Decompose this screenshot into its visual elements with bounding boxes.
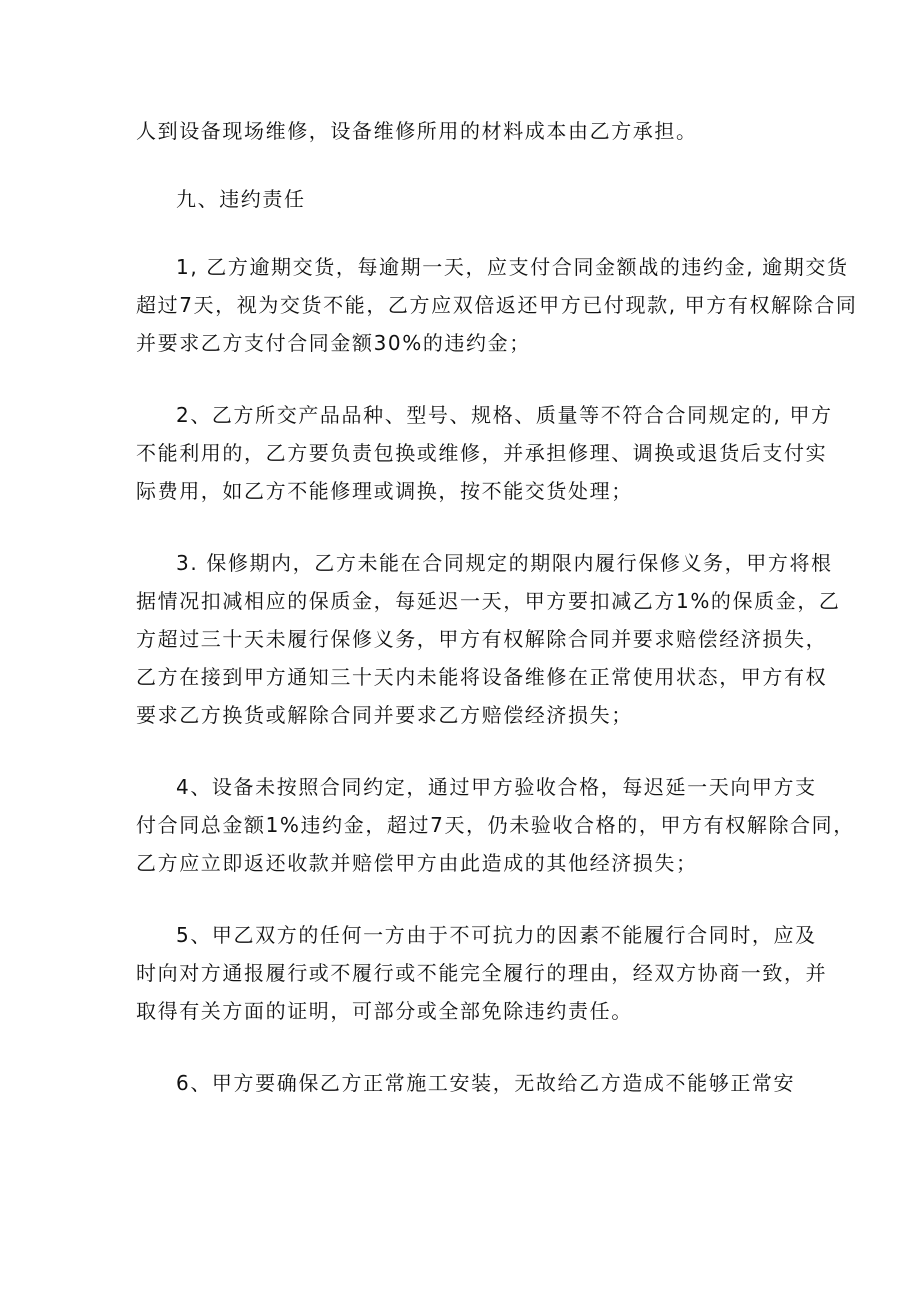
text-line: 2、乙方所交产品品种、型号、规格、质量等不符合合同规定的, 甲方	[176, 403, 833, 427]
text-line: 人到设备现场维修，设备维修所用的材料成本由乙方承担。	[136, 119, 698, 143]
section-heading: 九、违约责任	[176, 187, 306, 211]
text-line: 方超过三十天未履行保修义务，甲方有权解除合同并要求赔偿经济损失，	[136, 627, 828, 651]
text-line: 超过7天，视为交货不能，乙方应双倍返还甲方已付现款, 甲方有权解除合同	[136, 293, 858, 317]
text-line: 际费用，如乙方不能修理或调换，按不能交货处理；	[136, 479, 633, 503]
text-line: 不能利用的，乙方要负责包换或维修，并承担修理、调换或退货后支付实	[136, 441, 828, 465]
clause-4-acceptance-delay	[136, 768, 855, 882]
text-line: 并要求乙方支付合同金额30%的违约金；	[136, 331, 531, 355]
text-line: 乙方在接到甲方通知三十天内未能将设备维修在正常使用状态，甲方有权	[136, 665, 828, 689]
document-body	[136, 112, 858, 1102]
clause-6-construction-installation	[136, 1064, 796, 1102]
clause-2-nonconforming-products	[136, 396, 833, 510]
text-line: 4、设备未按照合同约定，通过甲方验收合格，每迟延一天向甲方支	[176, 775, 817, 799]
text-line: 要求乙方换货或解除合同并要求乙方赔偿经济损失；	[136, 703, 633, 727]
text-line: 据情况扣减相应的保质金，每延迟一天，甲方要扣减乙方1%的保质金，乙	[136, 589, 841, 613]
text-line: 取得有关方面的证明，可部分或全部免除违约责任。	[136, 999, 633, 1023]
text-line: 乙方应立即返还收款并赔偿甲方由此造成的其他经济损失；	[136, 851, 698, 875]
text-line: 3. 保修期内，乙方未能在合同规定的期限内履行保修义务，甲方将根	[176, 551, 833, 575]
text-line: 1, 乙方逾期交货，每逾期一天，应支付合同金额战的违约金, 逾期交货	[176, 255, 849, 279]
clause-5-force-majeure	[136, 916, 828, 1030]
text-line: 6、甲方要确保乙方正常施工安装，无故给乙方造成不能够正常安	[176, 1071, 796, 1095]
text-line: 5、甲乙双方的任何一方由于不可抗力的因素不能履行合同时，应及	[176, 923, 817, 947]
clause-3-warranty-period	[136, 544, 841, 734]
section-heading-breach-liability	[136, 180, 796, 218]
paragraph-repair-cost	[136, 112, 796, 150]
clause-1-late-delivery	[136, 248, 858, 362]
text-line: 付合同总金额1%违约金，超过7天，仍未验收合格的，甲方有权解除合同，	[136, 813, 855, 837]
text-line: 时向对方通报履行或不履行或不能完全履行的理由，经双方协商一致，并	[136, 961, 828, 985]
